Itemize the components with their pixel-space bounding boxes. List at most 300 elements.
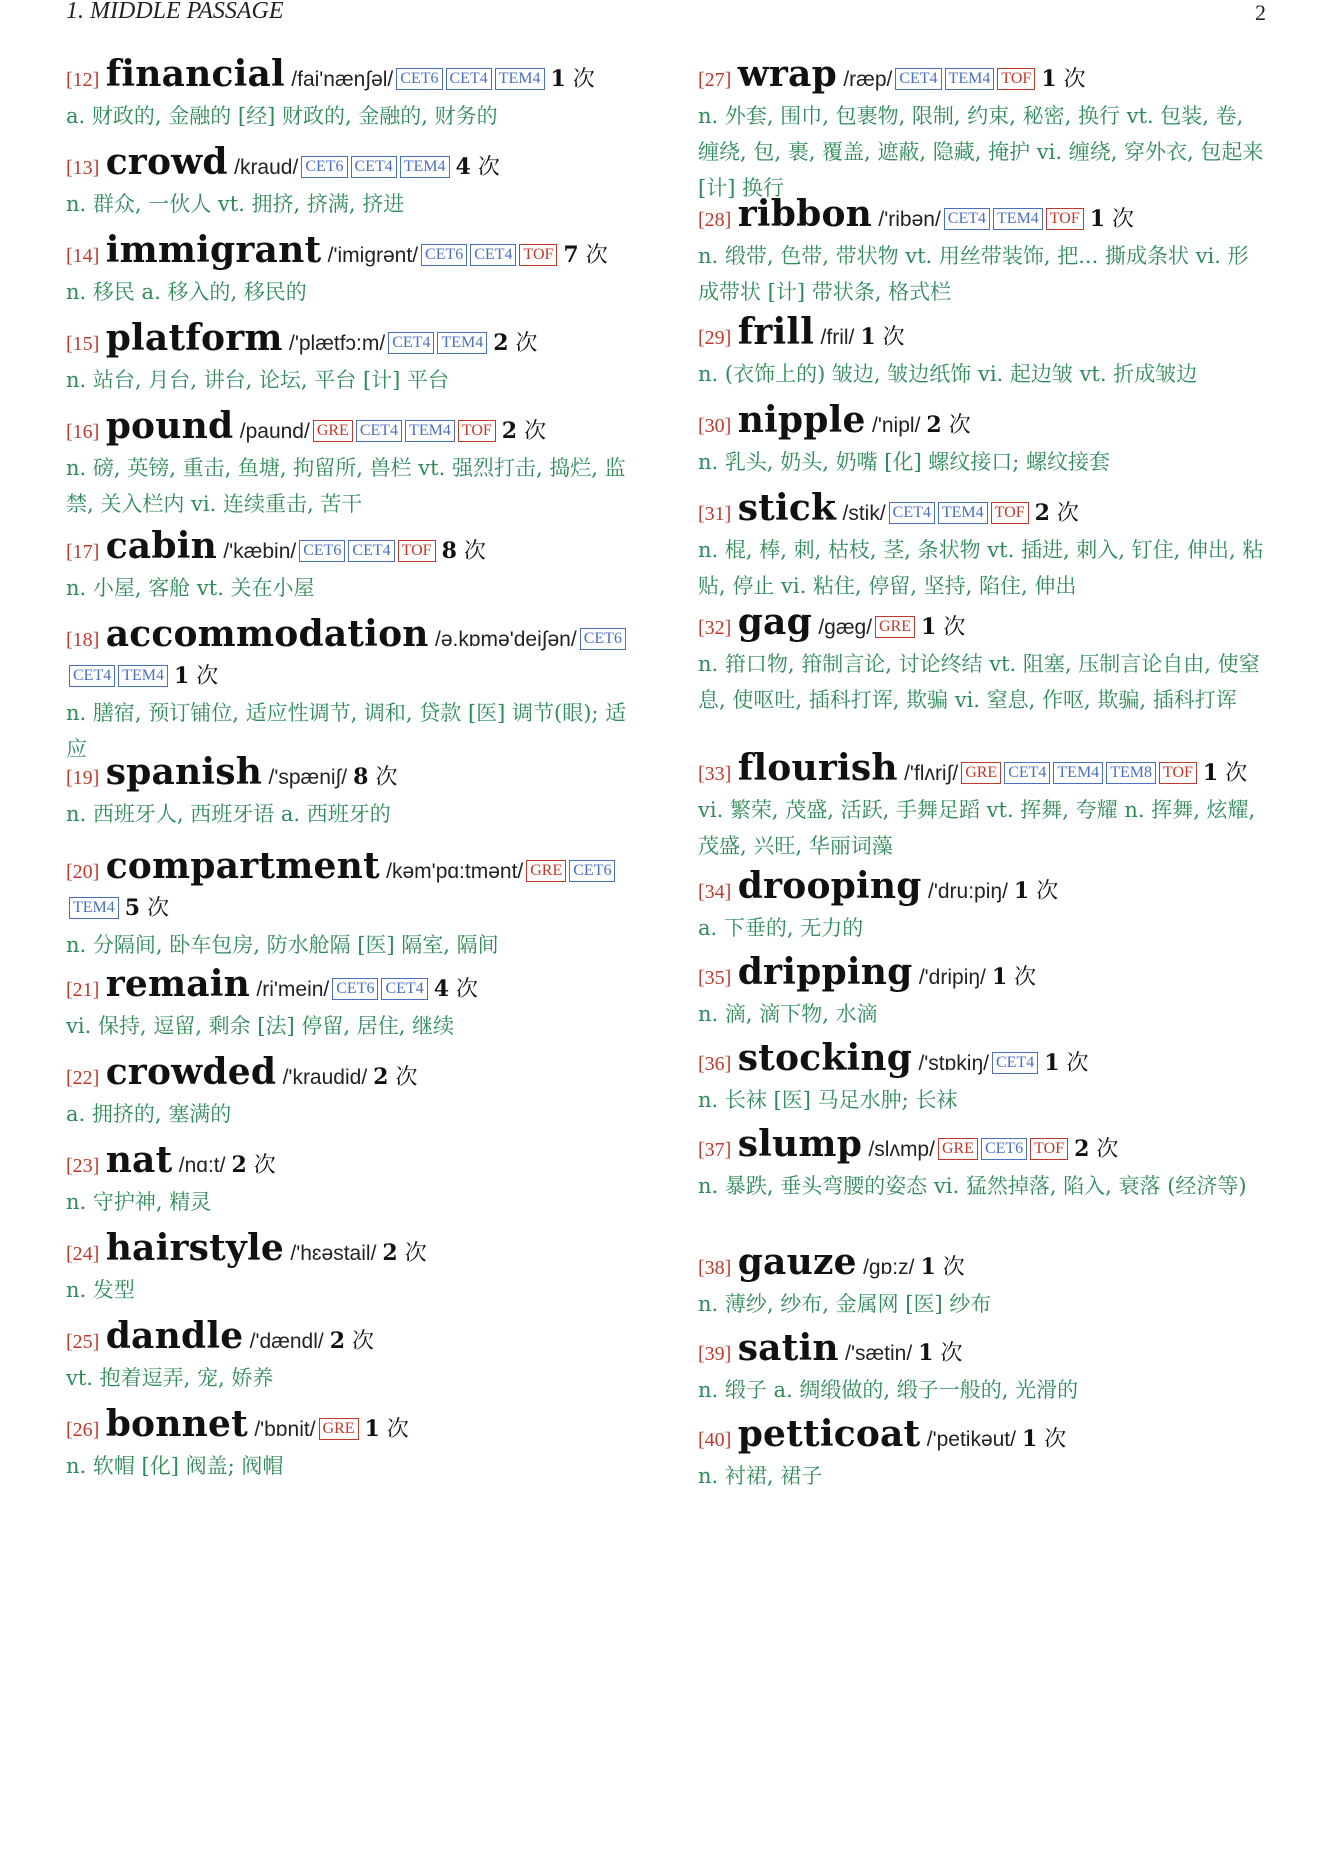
entry-headline bbox=[66, 141, 636, 186]
entry-headline bbox=[66, 1051, 636, 1096]
exam-tag: CET6 bbox=[580, 628, 626, 650]
entry-headline bbox=[66, 229, 636, 274]
entry-phonetic: /'dru:piŋ/ bbox=[928, 880, 1008, 903]
entry-headline bbox=[698, 399, 1268, 444]
frequency-count: 1 bbox=[364, 1416, 380, 1442]
exam-tag: CET4 bbox=[446, 68, 492, 90]
entry-definition: a. 下垂的, 无力的 bbox=[698, 916, 864, 940]
frequency-count: 1 bbox=[921, 614, 937, 640]
frequency-count: 7 bbox=[563, 242, 579, 268]
entry-headline bbox=[66, 1139, 636, 1184]
entry-phonetic: /'nipl/ bbox=[872, 414, 921, 437]
entry-frequency bbox=[1035, 501, 1079, 526]
exam-tag: CET6 bbox=[569, 860, 615, 882]
frequency-suffix: 次 bbox=[936, 615, 966, 640]
vocab-entry bbox=[66, 229, 636, 310]
entry-word: bonnet bbox=[105, 1403, 248, 1445]
entry-frequency bbox=[434, 977, 478, 1002]
frequency-count: 1 bbox=[1202, 760, 1219, 786]
frequency-suffix: 次 bbox=[1059, 1051, 1089, 1076]
entry-word: gauze bbox=[737, 1241, 857, 1283]
frequency-suffix: 次 bbox=[933, 1341, 963, 1366]
frequency-count: 8 bbox=[441, 538, 457, 564]
exam-tag: TOF bbox=[1159, 762, 1197, 784]
entry-definition: n. 分隔间, 卧车包房, 防水舱隔 [医] 隔室, 隔间 bbox=[66, 933, 499, 957]
entry-word: cabin bbox=[105, 525, 217, 567]
entry-frequency bbox=[353, 765, 397, 790]
entry-word: spanish bbox=[105, 751, 263, 793]
entry-headline bbox=[66, 317, 636, 362]
entry-number: [15] bbox=[66, 333, 100, 355]
entry-phonetic: /slʌmp/ bbox=[868, 1138, 935, 1161]
entry-phonetic: /'stɒkiŋ/ bbox=[918, 1052, 989, 1075]
frequency-suffix: 次 bbox=[508, 331, 538, 356]
entry-phonetic: /nɑ:t/ bbox=[178, 1154, 226, 1177]
entry-phonetic: /gɒ:z/ bbox=[863, 1256, 915, 1279]
entry-number: [32] bbox=[698, 617, 732, 639]
exam-tag: CET4 bbox=[356, 420, 402, 442]
exam-tag: CET6 bbox=[981, 1138, 1027, 1160]
frequency-suffix: 次 bbox=[875, 325, 905, 350]
entry-definition: n. 站台, 月台, 讲台, 论坛, 平台 [计] 平台 bbox=[66, 368, 450, 392]
entry-number: [29] bbox=[698, 327, 732, 349]
vocab-entry bbox=[66, 963, 636, 1044]
vocab-entry bbox=[698, 747, 1268, 864]
vocab-entry bbox=[66, 1403, 636, 1484]
entry-number: [28] bbox=[698, 209, 732, 231]
exam-tag: CET4 bbox=[381, 978, 427, 1000]
entry-word: compartment bbox=[105, 845, 380, 887]
entry-frequency bbox=[1074, 1137, 1118, 1162]
entry-frequency bbox=[174, 664, 218, 689]
exam-tag: CET4 bbox=[69, 665, 115, 687]
frequency-suffix: 次 bbox=[1037, 1427, 1067, 1452]
frequency-suffix: 次 bbox=[456, 539, 486, 564]
entry-word: remain bbox=[105, 963, 251, 1005]
entry-frequency bbox=[1203, 761, 1247, 786]
entry-definition: n. 膳宿, 预订铺位, 适应性调节, 调和, 贷款 [医] 调节(眼); 适应 bbox=[66, 701, 627, 761]
entry-phonetic: /fai'næn∫əl/ bbox=[291, 68, 394, 91]
exam-tag: CET6 bbox=[299, 540, 345, 562]
frequency-count: 2 bbox=[493, 330, 509, 356]
entry-headline bbox=[698, 1037, 1268, 1082]
frequency-suffix: 次 bbox=[1049, 501, 1079, 526]
entry-word: dripping bbox=[737, 951, 913, 993]
vocab-entry bbox=[66, 53, 636, 134]
vocab-entry bbox=[698, 1123, 1268, 1204]
frequency-suffix: 次 bbox=[578, 243, 608, 268]
frequency-suffix: 次 bbox=[379, 1417, 409, 1442]
entry-definition: n. 发型 bbox=[66, 1278, 135, 1302]
exam-tag: CET6 bbox=[421, 244, 467, 266]
vocab-entry bbox=[698, 399, 1268, 480]
entry-frequency bbox=[1044, 1051, 1088, 1076]
exam-tag: CET4 bbox=[351, 156, 397, 178]
frequency-count: 1 bbox=[550, 66, 566, 92]
entry-number: [27] bbox=[698, 69, 732, 91]
entry-number: [36] bbox=[698, 1053, 732, 1075]
entry-headline bbox=[66, 1227, 636, 1272]
entry-phonetic: /paund/ bbox=[239, 420, 310, 443]
entry-frequency bbox=[125, 896, 169, 921]
entry-phonetic: /'plætfɔ:m/ bbox=[289, 332, 386, 355]
frequency-suffix: 次 bbox=[1007, 965, 1037, 990]
vocab-entry bbox=[66, 845, 636, 963]
entry-phonetic: /'hɛəstail/ bbox=[290, 1242, 377, 1265]
entry-frequency bbox=[382, 1241, 426, 1266]
entry-headline bbox=[66, 53, 636, 98]
exam-tag: TEM4 bbox=[69, 897, 119, 919]
frequency-suffix: 次 bbox=[470, 155, 500, 180]
exam-tag: TOF bbox=[1046, 208, 1084, 230]
entry-word: ribbon bbox=[737, 193, 873, 235]
entry-headline bbox=[66, 405, 636, 450]
entry-phonetic: /'spæni∫/ bbox=[268, 766, 348, 789]
entry-frequency bbox=[992, 965, 1036, 990]
vocab-entry bbox=[66, 1227, 636, 1308]
exam-tag: TEM4 bbox=[938, 502, 988, 524]
entry-headline bbox=[698, 747, 1268, 792]
exam-tag: CET6 bbox=[301, 156, 347, 178]
frequency-count: 1 bbox=[1044, 1050, 1060, 1076]
vocab-entry bbox=[66, 405, 636, 522]
entry-number: [13] bbox=[66, 157, 100, 179]
vocab-entry bbox=[66, 525, 636, 606]
entry-frequency bbox=[1014, 879, 1058, 904]
vocab-entry bbox=[66, 1139, 636, 1220]
entry-phonetic: /ræp/ bbox=[843, 68, 893, 91]
entry-phonetic: /'flʌri∫/ bbox=[904, 762, 959, 785]
entry-definition: n. 群众, 一伙人 vt. 拥挤, 挤满, 挤进 bbox=[66, 192, 405, 216]
entry-word: nat bbox=[105, 1139, 173, 1181]
entry-definition: n. 滴, 滴下物, 水滴 bbox=[698, 1002, 878, 1026]
exam-tag: TEM4 bbox=[118, 665, 168, 687]
frequency-suffix: 次 bbox=[368, 765, 398, 790]
frequency-count: 2 bbox=[382, 1240, 398, 1266]
entry-headline bbox=[66, 613, 636, 695]
entry-phonetic: /'dripiŋ/ bbox=[918, 966, 986, 989]
page-header bbox=[66, 0, 1266, 26]
frequency-count: 1 bbox=[1041, 66, 1057, 92]
entry-number: [23] bbox=[66, 1155, 100, 1177]
frequency-count: 2 bbox=[373, 1064, 389, 1090]
entry-phonetic: /'kæbin/ bbox=[223, 540, 297, 563]
entry-phonetic: /gæg/ bbox=[818, 616, 873, 639]
vocab-entry bbox=[66, 1051, 636, 1132]
entry-frequency bbox=[442, 539, 486, 564]
entry-frequency bbox=[365, 1417, 409, 1442]
exam-tag: GRE bbox=[526, 860, 566, 882]
frequency-suffix: 次 bbox=[246, 1153, 276, 1178]
exam-tag: TOF bbox=[398, 540, 436, 562]
entry-number: [17] bbox=[66, 541, 100, 563]
entry-number: [12] bbox=[66, 69, 100, 91]
frequency-suffix: 次 bbox=[1218, 761, 1248, 786]
vocab-entry bbox=[698, 1037, 1268, 1118]
entry-phonetic: /kraud/ bbox=[234, 156, 299, 179]
entry-frequency bbox=[1022, 1427, 1066, 1452]
entry-definition: n. 缎子 a. 绸缎做的, 缎子一般的, 光滑的 bbox=[698, 1378, 1079, 1402]
entry-frequency bbox=[1090, 207, 1134, 232]
entry-headline bbox=[66, 845, 636, 927]
entry-definition: vt. 抱着逗弄, 宠, 娇养 bbox=[66, 1366, 274, 1390]
exam-tag: CET4 bbox=[1004, 762, 1050, 784]
frequency-count: 1 bbox=[991, 964, 1008, 990]
frequency-suffix: 次 bbox=[1105, 207, 1135, 232]
entry-word: accommodation bbox=[105, 613, 429, 655]
exam-tag: CET6 bbox=[396, 68, 442, 90]
exam-tag: TEM4 bbox=[400, 156, 450, 178]
exam-tag: CET6 bbox=[332, 978, 378, 1000]
entry-number: [21] bbox=[66, 979, 100, 1001]
exam-tag: TOF bbox=[519, 244, 557, 266]
frequency-suffix: 次 bbox=[397, 1241, 427, 1266]
entry-definition: n. 西班牙人, 西班牙语 a. 西班牙的 bbox=[66, 802, 391, 826]
exam-tag: GRE bbox=[961, 762, 1001, 784]
entry-definition: n. 外套, 围巾, 包裹物, 限制, 约束, 秘密, 换行 vt. 包装, 卷, 缠绕, 包, 裹, 覆盖, 遮蔽, 隐藏, 掩护 vi. 缠绕, 穿外衣, 包起来 [计] 换行 bbox=[698, 104, 1264, 200]
frequency-suffix: 次 bbox=[1089, 1137, 1119, 1162]
entry-phonetic: /ri'mein/ bbox=[256, 978, 330, 1001]
exam-tag: TEM4 bbox=[405, 420, 455, 442]
entry-word: pound bbox=[105, 405, 234, 447]
entry-frequency bbox=[918, 1341, 962, 1366]
entry-definition: vi. 繁荣, 茂盛, 活跃, 手舞足蹈 vt. 挥舞, 夸耀 n. 挥舞, 炫耀, 茂盛, 兴旺, 华丽词藻 bbox=[698, 798, 1256, 858]
vocab-entry bbox=[698, 601, 1268, 718]
frequency-count: 1 bbox=[918, 1340, 934, 1366]
entry-phonetic: /stik/ bbox=[842, 502, 886, 525]
exam-tag: TOF bbox=[991, 502, 1029, 524]
entry-frequency bbox=[563, 243, 607, 268]
entry-frequency bbox=[860, 325, 904, 350]
entry-headline bbox=[698, 193, 1268, 238]
entry-headline bbox=[698, 1123, 1268, 1168]
entry-word: satin bbox=[737, 1327, 839, 1369]
entry-definition: n. 箝口物, 箝制言论, 讨论终结 vt. 阻塞, 压制言论自由, 使窒息, 使呕吐, 插科打诨, 欺骗 vi. 窒息, 作呕, 欺骗, 插科打诨 bbox=[698, 652, 1260, 712]
frequency-count: 1 bbox=[1089, 206, 1106, 232]
entry-definition: n. 磅, 英镑, 重击, 鱼塘, 拘留所, 兽栏 vt. 强烈打击, 捣烂, 监禁, 关入栏内 vi. 连续重击, 苦干 bbox=[66, 456, 626, 516]
entry-word: platform bbox=[105, 317, 283, 359]
entry-definition: n. 移民 a. 移入的, 移民的 bbox=[66, 280, 307, 304]
entry-frequency bbox=[502, 419, 546, 444]
entry-frequency bbox=[330, 1329, 374, 1354]
entry-phonetic: /'imigrənt/ bbox=[327, 244, 419, 267]
exam-tag: CET4 bbox=[895, 68, 941, 90]
entry-headline bbox=[66, 1403, 636, 1448]
entry-definition: n. 棍, 棒, 刺, 枯枝, 茎, 条状物 vt. 插进, 刺入, 钉住, 伸出, 粘贴, 停止 vi. 粘住, 停留, 坚持, 陷住, 伸出 bbox=[698, 538, 1264, 598]
entry-definition: n. 小屋, 客舱 vt. 关在小屋 bbox=[66, 576, 315, 600]
chapter-title: 1. MIDDLE PASSAGE bbox=[66, 0, 284, 24]
entry-frequency bbox=[456, 155, 500, 180]
entry-word: petticoat bbox=[737, 1413, 921, 1455]
entry-number: [34] bbox=[698, 881, 732, 903]
frequency-count: 4 bbox=[433, 976, 449, 1002]
entry-word: nipple bbox=[737, 399, 866, 441]
entry-number: [37] bbox=[698, 1139, 732, 1161]
vocab-entry bbox=[698, 951, 1268, 1032]
frequency-count: 2 bbox=[926, 412, 942, 438]
vocab-entry bbox=[66, 613, 636, 767]
vocab-entry bbox=[698, 1413, 1268, 1494]
entry-frequency bbox=[926, 413, 970, 438]
frequency-suffix: 次 bbox=[1056, 67, 1086, 92]
vocab-entry bbox=[698, 1241, 1268, 1322]
frequency-suffix: 次 bbox=[1029, 879, 1059, 904]
entry-number: [40] bbox=[698, 1429, 732, 1451]
entry-word: hairstyle bbox=[105, 1227, 285, 1269]
entry-number: [22] bbox=[66, 1067, 100, 1089]
entry-headline bbox=[698, 865, 1268, 910]
entry-phonetic: /'bɒnit/ bbox=[254, 1418, 316, 1441]
entry-phonetic: /'sætin/ bbox=[845, 1342, 913, 1365]
exam-tag: TEM4 bbox=[437, 332, 487, 354]
entry-number: [26] bbox=[66, 1419, 100, 1441]
entry-definition: n. (衣饰上的) 皱边, 皱边纸饰 vi. 起边皱 vt. 折成皱边 bbox=[698, 362, 1198, 386]
entry-phonetic: /kəm'pɑ:tmənt/ bbox=[386, 860, 524, 883]
frequency-suffix: 次 bbox=[565, 67, 595, 92]
entry-number: [39] bbox=[698, 1343, 732, 1365]
vocab-entry bbox=[698, 1327, 1268, 1408]
frequency-count: 2 bbox=[231, 1152, 247, 1178]
exam-tag: GRE bbox=[875, 616, 915, 638]
vocab-entry bbox=[698, 193, 1268, 310]
frequency-count: 8 bbox=[353, 764, 369, 790]
frequency-suffix: 次 bbox=[941, 413, 971, 438]
vocab-entry bbox=[66, 317, 636, 398]
entry-word: gag bbox=[737, 601, 812, 643]
entry-word: immigrant bbox=[105, 229, 322, 271]
entry-headline bbox=[698, 311, 1268, 356]
vocab-entry bbox=[698, 487, 1268, 604]
frequency-count: 1 bbox=[1021, 1426, 1038, 1452]
exam-tag: TEM4 bbox=[495, 68, 545, 90]
entry-word: drooping bbox=[737, 865, 922, 907]
vocab-entry bbox=[66, 751, 636, 832]
frequency-count: 1 bbox=[920, 1254, 936, 1280]
exam-tag: TEM8 bbox=[1106, 762, 1156, 784]
entry-phonetic: /fril/ bbox=[820, 326, 855, 349]
entry-phonetic: /ə.kɒmə'dei∫ən/ bbox=[435, 628, 577, 651]
frequency-count: 4 bbox=[455, 154, 471, 180]
exam-tag: CET4 bbox=[348, 540, 394, 562]
frequency-count: 2 bbox=[329, 1328, 346, 1354]
entry-headline bbox=[698, 1327, 1268, 1372]
entry-headline bbox=[698, 487, 1268, 532]
page-number: 2 bbox=[1255, 0, 1266, 25]
frequency-count: 1 bbox=[1013, 878, 1030, 904]
entry-definition: n. 衬裙, 裙子 bbox=[698, 1464, 823, 1488]
frequency-count: 1 bbox=[860, 324, 876, 350]
entry-frequency bbox=[1041, 67, 1085, 92]
entry-headline bbox=[698, 951, 1268, 996]
entry-number: [33] bbox=[698, 763, 732, 785]
frequency-suffix: 次 bbox=[189, 664, 219, 689]
entry-word: crowd bbox=[105, 141, 228, 183]
entry-headline bbox=[66, 1315, 636, 1360]
entry-number: [24] bbox=[66, 1243, 100, 1265]
entry-definition: vi. 保持, 逗留, 剩余 [法] 停留, 居住, 继续 bbox=[66, 1014, 455, 1038]
entry-number: [35] bbox=[698, 967, 732, 989]
entry-number: [30] bbox=[698, 415, 732, 437]
entry-frequency bbox=[920, 1255, 964, 1280]
frequency-count: 2 bbox=[1074, 1136, 1090, 1162]
entry-definition: a. 拥挤的, 塞满的 bbox=[66, 1102, 232, 1126]
entry-definition: n. 乳头, 奶头, 奶嘴 [化] 螺纹接口; 螺纹接套 bbox=[698, 450, 1111, 474]
entry-headline bbox=[698, 1413, 1268, 1458]
entry-phonetic: /'petikəut/ bbox=[926, 1428, 1016, 1451]
entry-frequency bbox=[551, 67, 595, 92]
exam-tag: GRE bbox=[938, 1138, 978, 1160]
exam-tag: CET4 bbox=[992, 1052, 1038, 1074]
exam-tag: TOF bbox=[458, 420, 496, 442]
entry-phonetic: /'dændl/ bbox=[249, 1330, 324, 1353]
entry-number: [16] bbox=[66, 421, 100, 443]
entry-number: [20] bbox=[66, 861, 100, 883]
entry-definition: n. 长袜 [医] 马足水肿; 长袜 bbox=[698, 1088, 958, 1112]
entry-word: flourish bbox=[737, 747, 898, 789]
exam-tag: TEM4 bbox=[1053, 762, 1103, 784]
vocab-entry bbox=[66, 141, 636, 222]
entry-number: [18] bbox=[66, 629, 100, 651]
entry-headline bbox=[698, 53, 1268, 98]
frequency-suffix: 次 bbox=[935, 1255, 965, 1280]
entry-definition: n. 缎带, 色带, 带状物 vt. 用丝带装饰, 把... 撕成条状 vi. 形成带状 [计] 带状条, 格式栏 bbox=[698, 244, 1249, 304]
entry-headline bbox=[66, 963, 636, 1008]
entry-frequency bbox=[493, 331, 537, 356]
frequency-suffix: 次 bbox=[140, 896, 170, 921]
entry-phonetic: /'ribən/ bbox=[878, 208, 941, 231]
frequency-suffix: 次 bbox=[517, 419, 547, 444]
entry-word: frill bbox=[737, 311, 815, 353]
vocab-entry bbox=[698, 53, 1268, 206]
frequency-count: 5 bbox=[124, 895, 141, 921]
exam-tag: CET4 bbox=[388, 332, 434, 354]
entry-frequency bbox=[231, 1153, 275, 1178]
vocab-entry bbox=[66, 1315, 636, 1396]
entry-headline bbox=[698, 601, 1268, 646]
frequency-suffix: 次 bbox=[449, 977, 478, 1002]
entry-definition: n. 守护神, 精灵 bbox=[66, 1190, 212, 1214]
frequency-suffix: 次 bbox=[345, 1329, 375, 1354]
entry-definition: n. 薄纱, 纱布, 金属网 [医] 纱布 bbox=[698, 1292, 992, 1316]
entry-word: financial bbox=[105, 53, 285, 95]
entry-number: [14] bbox=[66, 245, 100, 267]
entry-definition: a. 财政的, 金融的 [经] 财政的, 金融的, 财务的 bbox=[66, 104, 498, 128]
exam-tag: TOF bbox=[997, 68, 1035, 90]
entry-word: stick bbox=[737, 487, 837, 529]
frequency-count: 2 bbox=[1034, 500, 1050, 526]
entry-word: wrap bbox=[737, 53, 837, 95]
vocab-entry bbox=[698, 865, 1268, 946]
entry-definition: n. 暴跌, 垂头弯腰的姿态 vi. 猛然掉落, 陷入, 衰落 (经济等) bbox=[698, 1174, 1247, 1198]
entry-word: crowded bbox=[105, 1051, 277, 1093]
exam-tag: CET4 bbox=[944, 208, 990, 230]
entry-number: [31] bbox=[698, 503, 732, 525]
exam-tag: CET4 bbox=[470, 244, 516, 266]
entry-phonetic: /'kraudid/ bbox=[282, 1066, 368, 1089]
entry-headline bbox=[698, 1241, 1268, 1286]
frequency-suffix: 次 bbox=[388, 1065, 418, 1090]
entry-word: slump bbox=[737, 1123, 863, 1165]
entry-headline bbox=[66, 751, 636, 796]
exam-tag: TOF bbox=[1030, 1138, 1068, 1160]
frequency-count: 1 bbox=[174, 663, 190, 689]
entry-word: dandle bbox=[105, 1315, 244, 1357]
exam-tag: CET4 bbox=[889, 502, 935, 524]
entry-number: [25] bbox=[66, 1331, 100, 1353]
exam-tag: GRE bbox=[319, 1418, 359, 1440]
entry-headline bbox=[66, 525, 636, 570]
exam-tag: GRE bbox=[313, 420, 353, 442]
